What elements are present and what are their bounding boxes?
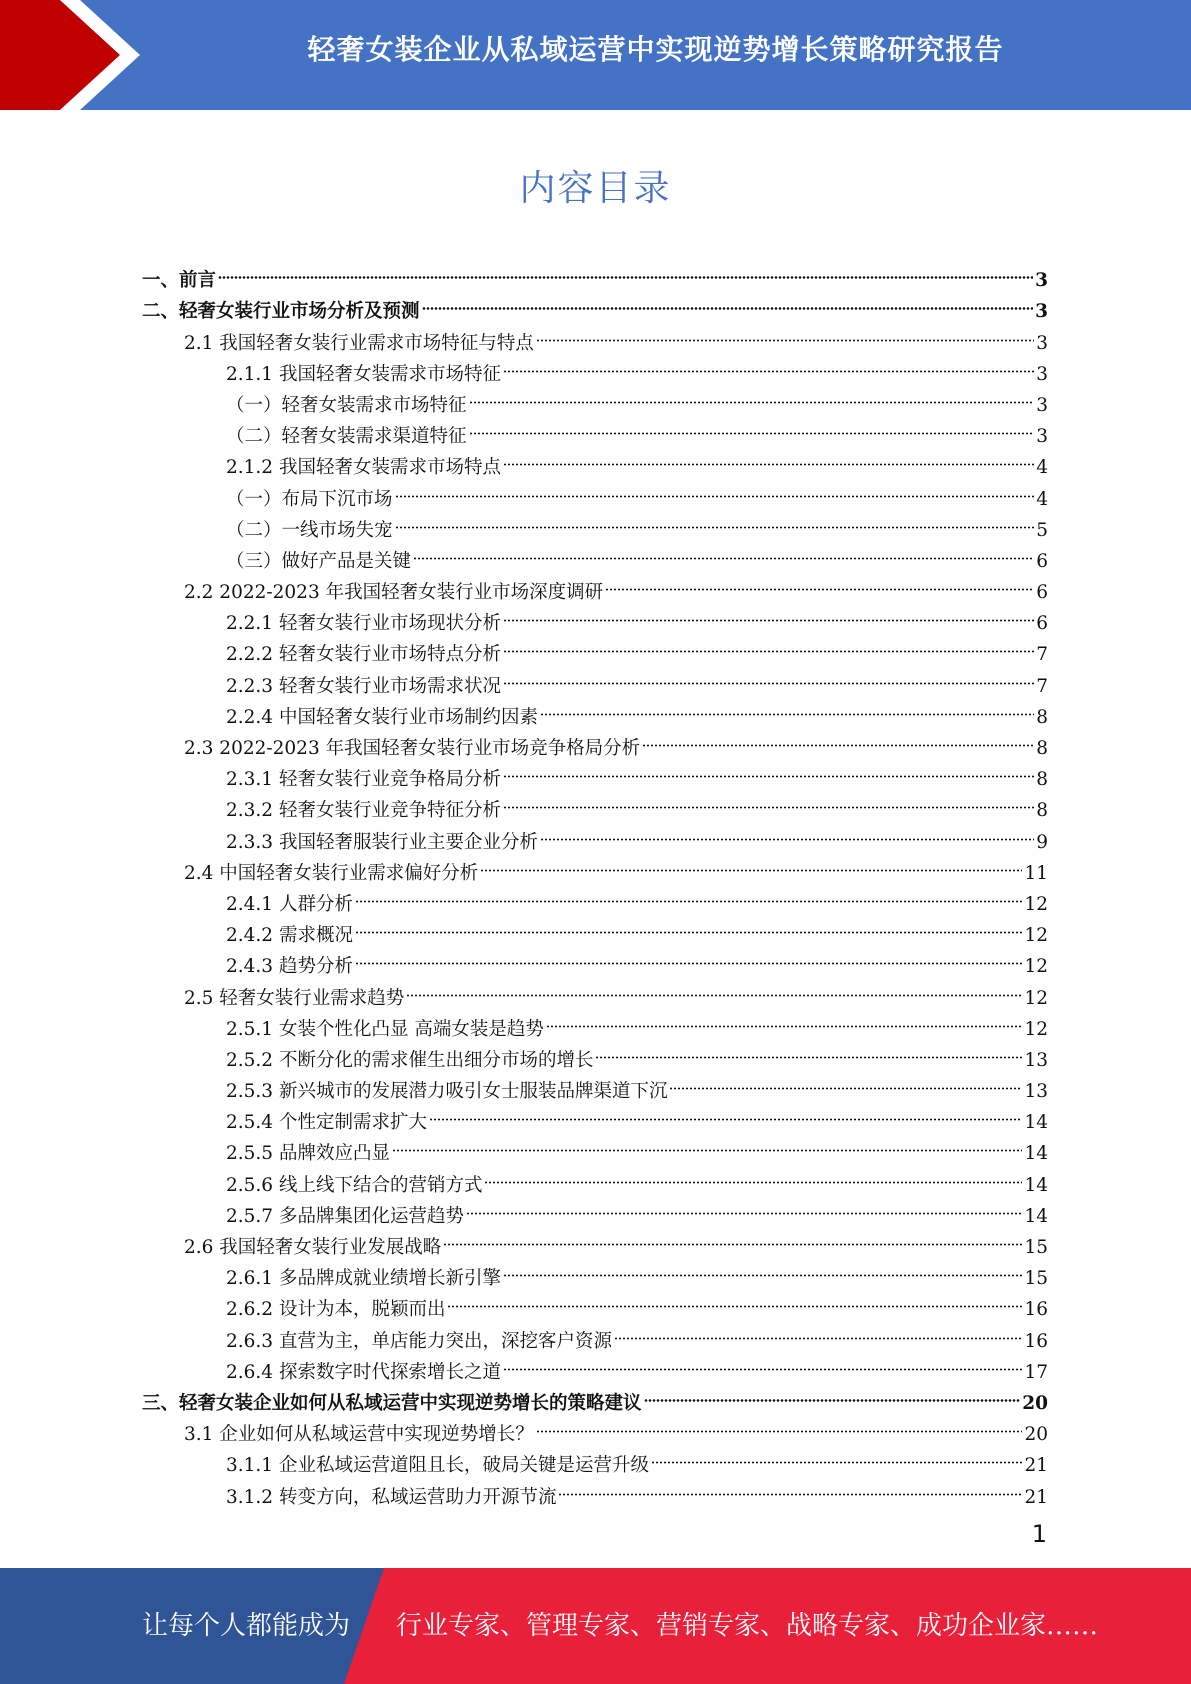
toc-entry-label: 3.1.1 企业私域运营道阻且长，破局关键是运营升级 bbox=[226, 1455, 649, 1477]
toc-entry-page: 4 bbox=[1036, 488, 1048, 510]
toc-entry-label: 2.3.1 轻奢女装行业竞争格局分析 bbox=[226, 769, 501, 791]
toc-leader-dots bbox=[469, 411, 1035, 442]
toc-entry-label: 2.1.1 我国轻奢女装需求市场特征 bbox=[226, 363, 501, 385]
toc-entry-label: 2.6.3 直营为主，单店能力突出，深挖客户资源 bbox=[226, 1330, 612, 1352]
page-number: 1 bbox=[1031, 1520, 1047, 1548]
toc-entry-page: 6 bbox=[1036, 613, 1048, 635]
toc-leader-dots bbox=[503, 442, 1034, 473]
toc-leader-dots bbox=[558, 1471, 1022, 1502]
toc-entry[interactable] bbox=[142, 255, 1048, 292]
toc-entry-label: 2.6 我国轻奢女装行业发展战略 bbox=[184, 1237, 442, 1258]
toc-leader-dots bbox=[540, 816, 1034, 847]
toc-entry-page: 3 bbox=[1036, 426, 1048, 448]
toc-entry-label: （二）轻奢女装需求渠道特征 bbox=[226, 426, 467, 448]
toc-entry-page: 13 bbox=[1024, 1081, 1048, 1103]
toc-leader-dots bbox=[503, 598, 1034, 629]
toc-entry-label: 2.6.2 设计为本，脱颖而出 bbox=[226, 1299, 446, 1321]
toc-leader-dots bbox=[429, 1097, 1022, 1128]
toc-leader-dots bbox=[503, 629, 1034, 660]
toc-entry-label: 2.2.1 轻奢女装行业市场现状分析 bbox=[226, 613, 501, 635]
toc-leader-dots bbox=[669, 1066, 1022, 1097]
toc-entry-page: 3 bbox=[1035, 270, 1048, 292]
toc-entry-label: 2.2 2022-2023 年我国轻奢女装行业市场深度调研 bbox=[184, 582, 604, 604]
toc-leader-dots bbox=[447, 1284, 1022, 1315]
toc-entry-page: 14 bbox=[1024, 1205, 1048, 1227]
toc-entry-page: 17 bbox=[1024, 1361, 1048, 1383]
toc-entry-label: （一）布局下沉市场 bbox=[226, 488, 393, 510]
footer-slogan-left: 让每个人都能成为 bbox=[142, 1611, 351, 1641]
report-title: 轻奢女装企业从私域运营中实现逆势增长策略研究报告 bbox=[307, 33, 1004, 66]
footer-banner bbox=[0, 1568, 1191, 1684]
toc-entry-page: 21 bbox=[1024, 1486, 1048, 1508]
toc-entry-page: 12 bbox=[1024, 1018, 1048, 1040]
toc-entry-page: 4 bbox=[1036, 457, 1048, 479]
header-banner bbox=[0, 0, 1191, 110]
toc-entry-page: 3 bbox=[1036, 394, 1048, 416]
toc-entry-page: 7 bbox=[1036, 675, 1048, 697]
toc-entry-label: 二、轻奢女装行业市场分析及预测 bbox=[142, 301, 420, 323]
toc-entry-label: 2.4 中国轻奢女装行业需求偏好分析 bbox=[184, 862, 479, 884]
toc-leader-dots bbox=[503, 754, 1034, 785]
toc-entry-label: 2.5.5 品牌效应凸显 bbox=[226, 1143, 390, 1165]
toc-entry-label: 2.1.2 我国轻奢女装需求市场特点 bbox=[226, 457, 501, 479]
toc-leader-dots bbox=[614, 1315, 1022, 1346]
toc-entry-label: 2.2.2 轻奢女装行业市场特点分析 bbox=[226, 644, 501, 666]
toc-entry-label: 2.1 我国轻奢女装行业需求市场特征与特点 bbox=[184, 332, 534, 354]
toc-leader-dots bbox=[536, 1409, 1023, 1440]
toc-entry-page: 3 bbox=[1035, 301, 1048, 323]
toc-entry-label: 2.4.3 趋势分析 bbox=[226, 956, 353, 978]
toc-entry-page: 12 bbox=[1024, 925, 1048, 947]
toc-leader-dots bbox=[642, 723, 1034, 754]
toc-entry-label: 3.1 企业如何从私域运营中实现逆势增长？ bbox=[184, 1424, 534, 1446]
toc-entry-page: 8 bbox=[1036, 769, 1048, 791]
toc-leader-dots bbox=[422, 286, 1034, 317]
toc-entry-label: 2.5.3 新兴城市的发展潜力吸引女士服装品牌渠道下沉 bbox=[226, 1081, 668, 1103]
toc-leader-dots bbox=[484, 1159, 1022, 1190]
toc-entry[interactable] bbox=[142, 286, 1048, 323]
toc-entry-page: 8 bbox=[1036, 706, 1048, 728]
toc-entry-page: 3 bbox=[1036, 363, 1048, 385]
toc-entry-page: 21 bbox=[1024, 1455, 1048, 1477]
toc-entry-label: （一）轻奢女装需求市场特征 bbox=[226, 394, 467, 416]
toc-leader-dots bbox=[466, 1191, 1022, 1222]
toc-entry-page: 9 bbox=[1036, 831, 1048, 853]
toc-entry-label: 2.3.3 我国轻奢服装行业主要企业分析 bbox=[226, 831, 538, 853]
toc-entry-page: 16 bbox=[1024, 1330, 1048, 1352]
table-of-contents bbox=[142, 255, 1048, 1508]
toc-leader-dots bbox=[469, 380, 1035, 411]
toc-entry-label: 2.5.7 多品牌集团化运营趋势 bbox=[226, 1205, 464, 1227]
toc-leader-dots bbox=[605, 567, 1034, 598]
toc-leader-dots bbox=[443, 1222, 1022, 1253]
toc-leader-dots bbox=[651, 1440, 1022, 1471]
toc-entry-page: 12 bbox=[1024, 893, 1048, 915]
toc-entry-page: 15 bbox=[1024, 1237, 1048, 1258]
toc-entry-page: 14 bbox=[1024, 1143, 1048, 1165]
toc-leader-dots bbox=[355, 941, 1023, 972]
toc-entry-label: 2.5.6 线上线下结合的营销方式 bbox=[226, 1174, 483, 1196]
toc-leader-dots bbox=[536, 317, 1034, 348]
toc-entry-page: 3 bbox=[1036, 332, 1048, 354]
toc-entry-label: 2.2.4 中国轻奢女装行业市场制约因素 bbox=[226, 706, 538, 728]
toc-entry-page: 12 bbox=[1024, 956, 1048, 978]
toc-entry-label: （二）一线市场失宠 bbox=[226, 519, 393, 541]
toc-leader-dots bbox=[503, 660, 1034, 691]
toc-entry-page: 6 bbox=[1036, 550, 1048, 572]
toc-entry-page: 6 bbox=[1036, 582, 1048, 604]
toc-entry-page: 13 bbox=[1024, 1049, 1048, 1071]
toc-leader-dots bbox=[406, 972, 1022, 1003]
toc-entry-label: 2.5.1 女装个性化凸显 高端女装是趋势 bbox=[226, 1018, 544, 1040]
toc-entry-page: 5 bbox=[1036, 519, 1048, 541]
toc-leader-dots bbox=[395, 505, 1035, 536]
toc-leader-dots bbox=[392, 1128, 1022, 1159]
toc-entry-label: 2.4.2 需求概况 bbox=[226, 925, 353, 947]
toc-leader-dots bbox=[546, 1004, 1023, 1035]
toc-entry-label: 一、前言 bbox=[142, 270, 217, 292]
toc-leader-dots bbox=[413, 536, 1034, 567]
toc-leader-dots bbox=[503, 1253, 1022, 1284]
toc-entry-label: 2.3 2022-2023 年我国轻奢女装行业市场竞争格局分析 bbox=[184, 738, 641, 759]
toc-entry-page: 14 bbox=[1024, 1174, 1048, 1196]
toc-entry-label: 3.1.2 转变方向，私域运营助力开源节流 bbox=[226, 1486, 557, 1508]
toc-entry-label: 2.5.4 个性定制需求扩大 bbox=[226, 1112, 427, 1134]
toc-entry-label: （三）做好产品是关键 bbox=[226, 550, 412, 572]
toc-leader-dots bbox=[355, 910, 1023, 941]
toc-entry-page: 11 bbox=[1024, 862, 1048, 884]
toc-leader-dots bbox=[644, 1378, 1021, 1409]
toc-leader-dots bbox=[540, 692, 1034, 723]
toc-entry-label: 2.4.1 人群分析 bbox=[226, 893, 353, 915]
toc-leader-dots bbox=[395, 473, 1035, 504]
toc-entry-label: 2.2.3 轻奢女装行业市场需求状况 bbox=[226, 675, 501, 697]
toc-entry-label: 2.6.4 探索数字时代探索增长之道 bbox=[226, 1361, 501, 1383]
toc-entry-page: 16 bbox=[1024, 1299, 1048, 1321]
toc-entry-label: 2.3.2 轻奢女装行业竞争特征分析 bbox=[226, 800, 501, 822]
toc-entry-label: 三、轻奢女装企业如何从私域运营中实现逆势增长的策略建议 bbox=[142, 1392, 642, 1414]
toc-entry-page: 8 bbox=[1036, 800, 1048, 822]
toc-entry-label: 2.6.1 多品牌成就业绩增长新引擎 bbox=[226, 1268, 501, 1290]
toc-entry-page: 14 bbox=[1024, 1112, 1048, 1134]
toc-leader-dots bbox=[355, 879, 1023, 910]
toc-entry-label: 2.5 轻奢女装行业需求趋势 bbox=[184, 987, 405, 1009]
toc-leader-dots bbox=[480, 848, 1022, 879]
toc-entry-page: 12 bbox=[1024, 987, 1048, 1009]
toc-leader-dots bbox=[503, 785, 1034, 816]
toc-leader-dots bbox=[595, 1035, 1022, 1066]
toc-entry-page: 15 bbox=[1024, 1268, 1048, 1290]
toc-entry-page: 7 bbox=[1036, 644, 1048, 666]
toc-entry-page: 8 bbox=[1036, 738, 1048, 759]
toc-entry-page: 20 bbox=[1024, 1424, 1048, 1446]
toc-leader-dots bbox=[218, 255, 1033, 286]
toc-leader-dots bbox=[503, 1347, 1022, 1378]
toc-entry-page: 20 bbox=[1022, 1392, 1048, 1414]
toc-leader-dots bbox=[503, 349, 1034, 380]
footer-slogan-right: 行业专家、管理专家、营销专家、战略专家、成功企业家…… bbox=[396, 1611, 1099, 1641]
toc-heading: 内容目录 bbox=[519, 168, 672, 209]
toc-entry-label: 2.5.2 不断分化的需求催生出细分市场的增长 bbox=[226, 1049, 594, 1071]
